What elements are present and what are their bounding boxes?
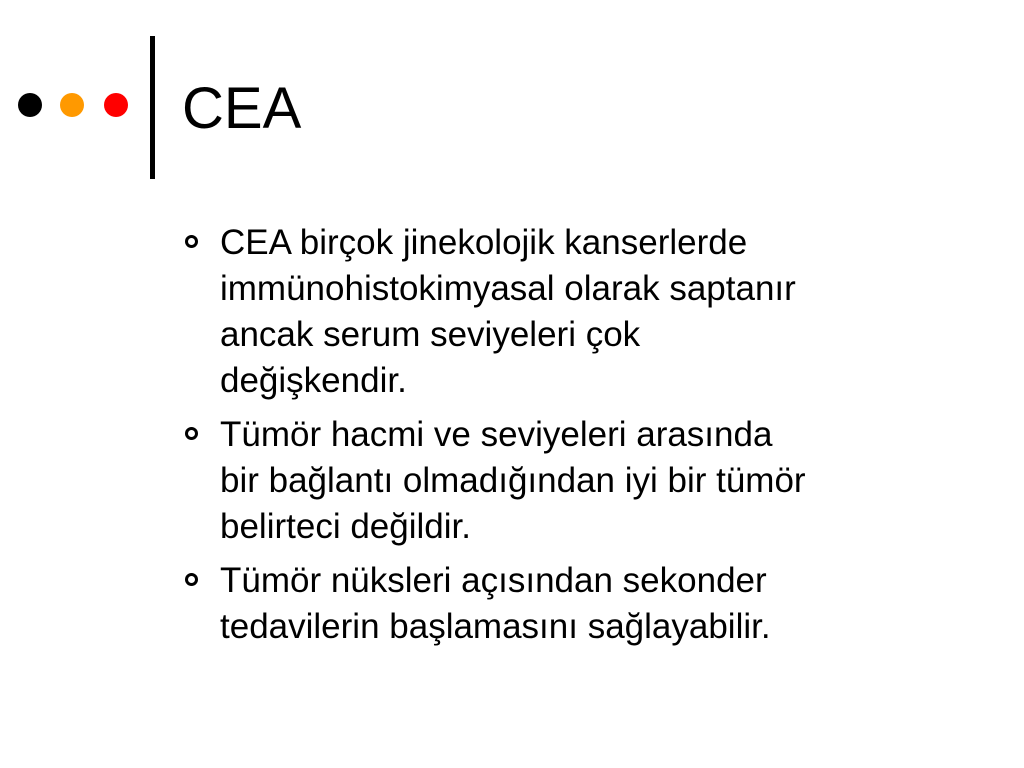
orange-dot-icon bbox=[60, 93, 84, 117]
bullet-text bbox=[220, 558, 984, 650]
hollow-circle-bullet-icon bbox=[185, 235, 198, 248]
bullet-line: ancak serum seviyeleri çok bbox=[220, 315, 641, 354]
bullet-line: Tümör hacmi ve seviyeleri arasında bbox=[220, 415, 773, 454]
bullet-line: belirteci değildir. bbox=[220, 507, 471, 546]
bullet-line: Tümör nüksleri açısından sekonder bbox=[220, 561, 767, 600]
bullet-line: değişkendir. bbox=[220, 361, 407, 400]
slide-title: CEA bbox=[182, 76, 302, 141]
hollow-circle-bullet-icon bbox=[185, 427, 198, 440]
bullet-line: immünohistokimyasal olarak saptanır bbox=[220, 269, 796, 308]
hollow-circle-bullet-icon bbox=[185, 573, 198, 586]
red-dot-icon bbox=[104, 93, 128, 117]
bullet-line: CEA birçok jinekolojik kanserlerde bbox=[220, 223, 748, 262]
bullet-text bbox=[220, 220, 984, 404]
bullet-list bbox=[184, 220, 984, 658]
bullet-line: tedavilerin başlamasını sağlayabilir. bbox=[220, 607, 771, 646]
title-decoration-dots bbox=[0, 0, 140, 140]
black-dot-icon bbox=[18, 93, 42, 117]
title-divider bbox=[150, 36, 155, 179]
bullet-item bbox=[184, 220, 984, 404]
bullet-item bbox=[184, 558, 984, 650]
bullet-line: bir bağlantı olmadığından iyi bir tümör bbox=[220, 461, 806, 500]
bullet-item bbox=[184, 412, 984, 550]
bullet-text bbox=[220, 412, 984, 550]
